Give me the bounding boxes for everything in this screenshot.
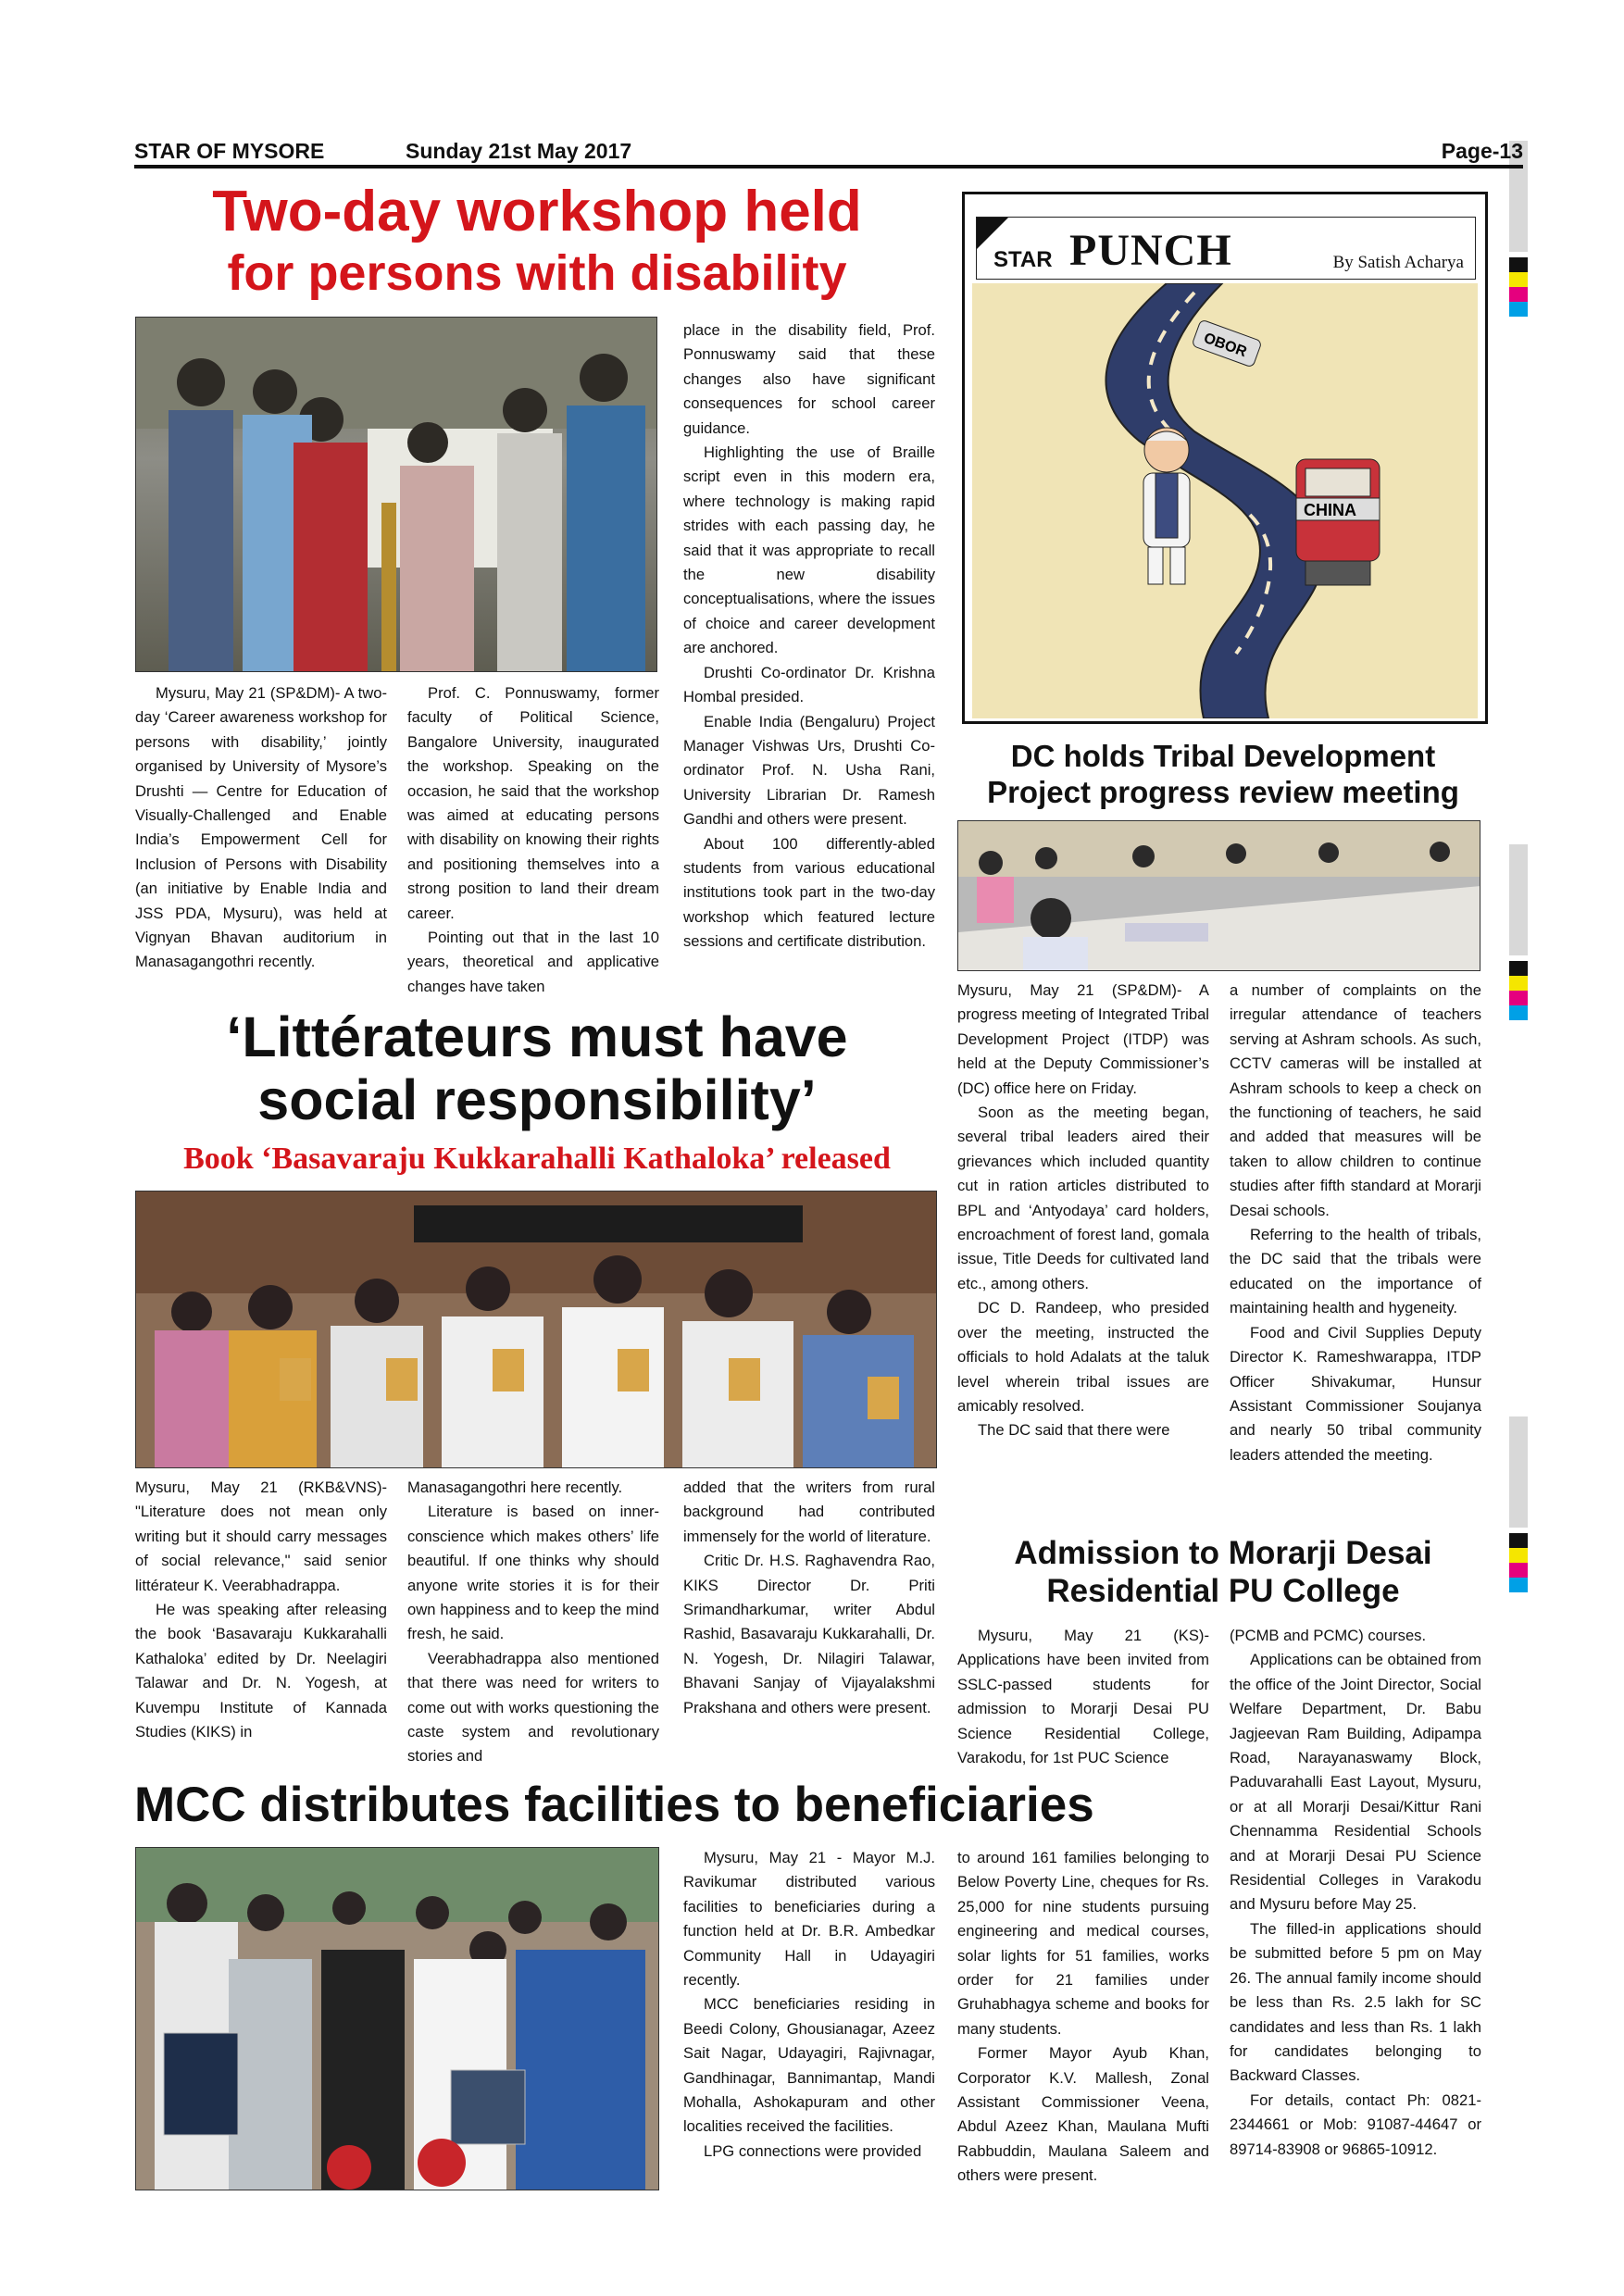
star-punch-box <box>962 192 1488 724</box>
paragraph: Prof. C. Ponnuswamy, former faculty of Political Science, Bangalore University, inaugurated the workshop. Speaking on the occasion, he said that the workshop was aimed at educating persons with disability on knowing their rights and positioning themselves into a strong position to land their dream career. <box>407 684 659 922</box>
paragraph: to around 161 families belonging to Below Poverty Line, cheques for Rs. 25,000 for nine students pursuing engineering and medical courses, solar lights for 51 families, works order for 21 families under Gruhabhagya scheme and books for many students. <box>957 1849 1209 2038</box>
litterateurs-column-1 <box>135 1476 387 1744</box>
subheadline-book-release: Book ‘Basavaraju Kukkarahalli Kathaloka’ released <box>183 1142 891 1176</box>
star-punch-banner <box>976 217 1476 280</box>
headline-litterateurs <box>134 1005 940 1132</box>
workshop-column-1 <box>135 681 387 975</box>
punch-label: PUNCH <box>1069 226 1232 275</box>
paragraph: Mysuru, May 21 (KS)- Applications have been invited from SSLC-passed students for admission to Morarji Desai PU Science Residential College, Varakodu, for 1st PUC Science <box>957 1627 1209 1767</box>
paragraph: LPG connections were provided <box>704 2141 922 2160</box>
banner-corner <box>977 218 1008 249</box>
cartoon-sign-obor: OBOR <box>1201 330 1249 361</box>
color-mark-magenta <box>1509 1563 1528 1578</box>
page-number: Page-13 <box>1441 139 1523 163</box>
paper-name: STAR OF MYSORE <box>134 139 325 163</box>
headline-line: social responsibility’ <box>257 1068 817 1132</box>
paragraph: Referring to the health of tribals, the DC said that the tribals were educated on the importance of maintaining health and hygeneity. <box>1230 1226 1481 1317</box>
admission-column-2 <box>1230 1624 1481 2162</box>
paragraph: Soon as the meeting began, several tribal leaders aired their grievances which included quantity cut in ration articles distributed to BPL and ‘Antyodaya’ card holders, encroachment of forest land, gomala issue, Title Deeds for cultivated land etc., among others. <box>957 1104 1209 1292</box>
book-release-photo <box>135 1191 937 1468</box>
paragraph: Mysuru, May 21 (SP&DM)- A progress meeting of Integrated Tribal Development Project (ITDP) was held at the Deputy Commissioner’s (DC) office here on Friday. <box>957 981 1209 1097</box>
paragraph: Drushti Co-ordinator Dr. Krishna Hombal presided. <box>683 663 935 706</box>
color-mark-yellow <box>1509 976 1528 991</box>
litterateurs-column-2 <box>407 1476 659 1769</box>
paragraph: Former Mayor Ayub Khan, Corporator K.V. Mallesh, Zonal Assistant Commissioner Veena, Abdul Azeez Khan, Maulana Mufti Rabbuddin, Maulana Saleem and others were present. <box>957 2044 1209 2185</box>
cartoon-illustration <box>972 283 1478 718</box>
paragraph: Mysuru, May 21 - Mayor M.J. Ravikumar distributed various facilities to beneficiaries during a function held at Dr. B.R. Ambedkar Community Hall in Udayagiri recently. <box>683 1849 935 1990</box>
litterateurs-column-3 <box>683 1476 935 1720</box>
cartoonist-credit: By Satish Acharya <box>1332 253 1464 272</box>
paragraph: DC D. Randeep, who presided over the meeting, instructed the officials to hold Adalats at the taluk level wherein tribal issues are amicably resolved. <box>957 1299 1209 1415</box>
color-mark-yellow <box>1509 1548 1528 1563</box>
paragraph: Literature is based on inner-conscience which makes others’ life beautiful. If one thinks why should anyone write stories it is for their own happiness and to keep the mind fresh, he said. <box>407 1503 659 1643</box>
paragraph: For details, contact Ph: 0821-2344661 or Mob: 91087-44647 or 89714-83908 or 96865-10912. <box>1230 2090 1481 2158</box>
tribal-meeting-illustration <box>958 821 1480 971</box>
paragraph: a number of complaints on the irregular attendance of teachers serving at Ashram schools. As such, CCTV cameras will be installed at Ashram schools to keep a check on the functioning of teachers, he said and added that measures will be taken to allow children to continue studies after fifth standard at Morarji Desai schools. <box>1230 981 1481 1219</box>
color-mark-cyan <box>1509 1578 1528 1592</box>
paragraph: The filled-in applications should be submitted before 5 pm on May 26. The annual family income should be less than Rs. 2.5 lakh for SC candidates and less than Rs. 1 lakh for candidates belonging to Backward Classes. <box>1230 1919 1481 2085</box>
paragraph: place in the disability field, Prof. Ponnuswamy said that these changes also have significant consequences for school career guidance. <box>683 321 935 437</box>
paragraph: (PCMB and PCMC) courses. <box>1230 1627 1427 1644</box>
headline-admission <box>954 1537 1493 1609</box>
tribal-column-1 <box>957 979 1209 1443</box>
mcc-column-1 <box>683 1846 935 2164</box>
headline-line: Project progress review meeting <box>987 774 1459 809</box>
paragraph: Mysuru, May 21 (SP&DM)- A two-day ‘Career awareness workshop for persons with disability,’ jointly organised by University of Mysore’s Drushti — Centre for Education of Visually-Challenged and Enable India’s Empowerment Cell for Inclusion of Persons with Disability (an initiative by Enable India and JSS PDA, Mysuru), was held at Vignyan Bhavan auditorium in Manasagangothri recently. <box>135 684 387 971</box>
mcc-photo <box>135 1847 659 2190</box>
star-label: STAR <box>993 247 1053 272</box>
cartoon-sign-china: CHINA <box>1304 501 1356 519</box>
color-mark-black <box>1509 1533 1528 1548</box>
workshop-column-3 <box>683 318 935 955</box>
mcc-column-2 <box>957 1846 1209 2189</box>
headline-line: Residential PU College <box>1046 1572 1400 1609</box>
paragraph: Food and Civil Supplies Deputy Director K. Rameshwarappa, ITDP Officer Shivakumar, Hunsur Assistant Commissioner Soujanya and nearly 50 tribal community leaders attended the meeting. <box>1230 1323 1481 1464</box>
page-header <box>134 137 1523 168</box>
headline-line: for persons with disability <box>227 245 847 302</box>
mcc-photo-illustration <box>136 1848 659 2190</box>
paragraph: About 100 differently-abled students from various educational institutions took part in the two-day workshop which featured lecture sessions and certificate distribution. <box>683 834 935 951</box>
color-mark-cyan <box>1509 1005 1528 1020</box>
headline-workshop <box>134 181 940 300</box>
admission-column-1 <box>957 1624 1209 1770</box>
workshop-photo-illustration <box>136 318 657 672</box>
tribal-meeting-photo <box>957 820 1480 971</box>
color-mark-cyan <box>1509 302 1528 317</box>
paragraph: Critic Dr. H.S. Raghavendra Rao, KIKS Director Dr. Priti Srimandharkumar, writer Abdul Rashid, Basavaraju Kukkarahalli, Dr. N. Yogesh, Dr. Nilagiri Talawar, Bhavani Sanjay of Vijayalakshmi Prakshana and others were present. <box>683 1552 935 1716</box>
paragraph: Enable India (Bengaluru) Project Manager Vishwas Urs, Drushti Co-ordinator Prof. N. Usha Rani, University Librarian Dr. Ramesh Gandhi and others were present. <box>683 712 935 829</box>
tribal-column-2 <box>1230 979 1481 1467</box>
paragraph: Manasagangothri here recently. <box>407 1479 623 1496</box>
color-mark-magenta <box>1509 991 1528 1005</box>
paragraph: The DC said that there were <box>978 1421 1170 1440</box>
paragraph: Applications can be obtained from the office of the Joint Director, Social Welfare Department, Dr. Babu Jagjeevan Ram Building, Adipampa Road, Narayanaswamy Block, Paduvarahalli East Layout, Mysuru, or at all Morarji Desai/Kittur Rani Chennamma Residential Schools and at Morarji Desai PU Science Residential Colleges in Varakodu and Mysuru before May 25. <box>1230 1651 1481 1914</box>
headline-mcc: MCC distributes facilities to beneficiaries <box>134 1778 1094 1832</box>
headline-line: Admission to Morarji Desai <box>1014 1535 1432 1571</box>
color-mark-black <box>1509 257 1528 272</box>
workshop-photo <box>135 317 657 672</box>
paragraph: Veerabhadrappa also mentioned that there was need for writers to come out with works questioning the caste system and revolutionary stories and <box>407 1649 659 1766</box>
headline-line: DC holds Tribal Development <box>1010 739 1436 773</box>
color-mark-black <box>1509 961 1528 976</box>
issue-date: Sunday 21st May 2017 <box>406 139 632 163</box>
color-mark-magenta <box>1509 287 1528 302</box>
paragraph: added that the writers from rural background had contributed immensely for the world of literature. <box>683 1479 935 1545</box>
paragraph: Highlighting the use of Braille script even in this modern era, where technology is making rapid strides with each passing day, he said that it was appropriate to recall the new disability conceptualisations, where the issues of choice and career development are anchored. <box>683 443 935 657</box>
paragraph: MCC beneficiaries residing in Beedi Colony, Ghousianagar, Azeez Sait Nagar, Udayagiri, Rajivnagar, Gandhinagar, Bannimantap, Mandi Mohalla, Ashokapuram and other localities received the facilities. <box>683 1995 935 2136</box>
paragraph: He was speaking after releasing the book ‘Basavaraju Kukkarahalli Kathaloka’ edited by Dr. Neelagiri Talawar and Dr. N. Yogesh, at Kuvempu Institute of Kannada Studies (KIKS) in <box>135 1601 387 1741</box>
headline-dc-tribal <box>954 741 1493 808</box>
headline-line: ‘Littérateurs must have <box>226 1005 848 1068</box>
paragraph: Pointing out that in the last 10 years, theoretical and applicative changes have taken <box>407 929 659 995</box>
workshop-column-2 <box>407 681 659 999</box>
paragraph: Mysuru, May 21 (RKB&VNS)- "Literature does not mean only writing but it should carry messages of social relevance," said senior littérateur K. Veerabhadrappa. <box>135 1479 387 1594</box>
color-mark-yellow <box>1509 272 1528 287</box>
book-release-illustration <box>136 1192 937 1468</box>
headline-line: Two-day workshop held <box>212 180 862 243</box>
margin-strip <box>1509 844 1528 955</box>
margin-strip <box>1509 1416 1528 1528</box>
